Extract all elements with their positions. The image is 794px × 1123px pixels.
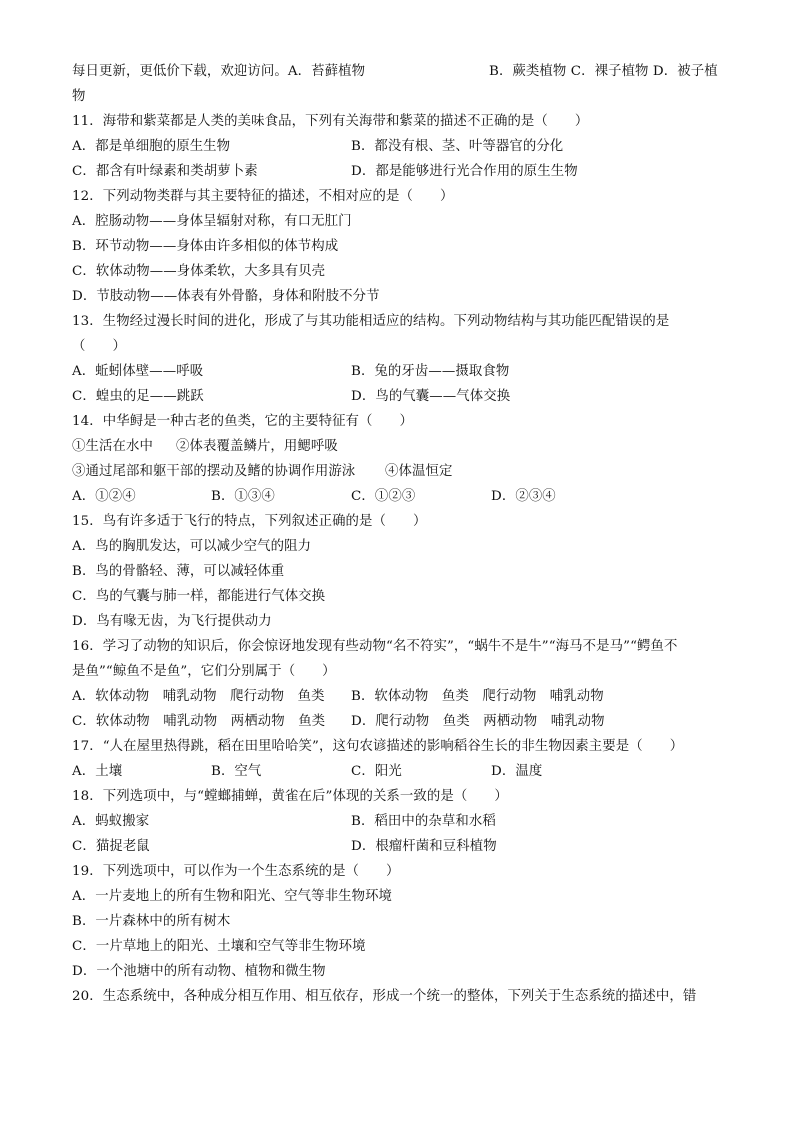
q19-option-d: D．一个池塘中的所有动物、植物和微生物 (72, 964, 326, 979)
question-13-stem: 13．生物经过漫长时间的进化，形成了与其功能相适应的结构。下列动物结构与其功能匹配错误的是 (72, 314, 670, 329)
q17-option-c: C．阳光 (351, 764, 402, 779)
q12-option-b: B．环节动物——身体由许多相似的体节构成 (72, 239, 339, 254)
q14-option-b: B．①③④ (211, 489, 275, 504)
question-20-stem: 20．生态系统中，各种成分相互作用、相互依存，形成一个统一的整体，下列关于生态系统的描述中，错 (72, 989, 697, 1004)
q13-option-a: A．蚯蚓体壁——呼吸 (72, 364, 204, 379)
q13-option-c: C．蝗虫的足——跳跃 (72, 389, 204, 404)
q18-option-c: C．猫捉老鼠 (72, 839, 150, 854)
header-wrap-text: 物 (72, 89, 86, 104)
q14-statement-3: ③通过尾部和躯干部的摆动及鳍的协调作用游泳 (72, 464, 356, 479)
question-12-stem: 12．下列动物类群与其主要特征的描述，不相对应的是（ ） (72, 189, 454, 204)
q11-option-d: D．都是能够进行光合作用的原生生物 (351, 164, 578, 179)
q14-statement-4: ④体温恒定 (385, 464, 453, 479)
question-19-stem: 19．下列选项中，可以作为一个生态系统的是（ ） (72, 864, 400, 879)
q16-option-b: B．软体动物 鱼类 爬行动物 哺乳动物 (351, 689, 604, 704)
q19-option-b: B．一片森林中的所有树木 (72, 914, 231, 929)
question-11-stem: 11．海带和紫菜都是人类的美味食品，下列有关海带和紫菜的描述不正确的是（ ） (72, 114, 589, 129)
q12-option-a: A．腔肠动物——身体呈辐射对称，有口无肛门 (72, 214, 352, 229)
q14-option-a: A．①②④ (72, 489, 136, 504)
q15-option-b: B．鸟的骨骼轻、薄，可以减轻体重 (72, 564, 285, 579)
header-left-text: 每日更新，更低价下载，欢迎访问。A．苔藓植物 (72, 64, 366, 79)
question-13-paren: （ ） (72, 339, 126, 354)
q15-option-d: D．鸟有喙无齿，为飞行提供动力 (72, 614, 272, 629)
question-16-stem-line-1: 16．学习了动物的知识后，你会惊讶地发现有些动物“名不符实”，“蜗牛不是牛”“海马不是马”“鳄鱼不 (72, 639, 678, 654)
question-14-stem: 14．中华鲟是一种古老的鱼类，它的主要特征有（ ） (72, 414, 414, 429)
q15-option-a: A．鸟的胸肌发达，可以减少空气的阻力 (72, 539, 312, 554)
q17-option-d: D．温度 (491, 764, 543, 779)
q15-option-c: C．鸟的气囊与肺一样，都能进行气体交换 (72, 589, 326, 604)
q17-option-b: B．空气 (211, 764, 262, 779)
q12-option-c: C．软体动物——身体柔软，大多具有贝壳 (72, 264, 326, 279)
q16-option-d: D．爬行动物 鱼类 两栖动物 哺乳动物 (351, 714, 605, 729)
q11-option-a: A．都是单细胞的原生生物 (72, 139, 231, 154)
q16-option-c: C．软体动物 哺乳动物 两栖动物 鱼类 (72, 714, 326, 729)
q18-option-b: B．稻田中的杂草和水稻 (351, 814, 496, 829)
q18-option-d: D．根瘤杆菌和豆科植物 (351, 839, 497, 854)
q19-option-c: C．一片草地上的阳光、土壤和空气等非生物环境 (72, 939, 366, 954)
q19-option-a: A．一片麦地上的所有生物和阳光、空气等非生物环境 (72, 889, 393, 904)
q14-statement-2: ②体表覆盖鳞片，用鳃呼吸 (176, 439, 338, 454)
q11-option-c: C．都含有叶绿素和类胡萝卜素 (72, 164, 258, 179)
q18-option-a: A．蚂蚁搬家 (72, 814, 150, 829)
q16-option-a: A．软体动物 哺乳动物 爬行动物 鱼类 (72, 689, 325, 704)
question-17-stem: 17．“人在屋里热得跳，稻在田里哈哈笑”，这句农谚描述的影响稻谷生长的非生物因素主要是（ ） (72, 739, 684, 754)
question-15-stem: 15．鸟有许多适于飞行的特点，下列叙述正确的是（ ） (72, 514, 427, 529)
header-right-text: B．蕨类植物 C．裸子植物 D．被子植 (489, 64, 718, 79)
q14-option-d: D．②③④ (491, 489, 556, 504)
question-18-stem: 18．下列选项中，与“螳螂捕蝉，黄雀在后”体现的关系一致的是（ ） (72, 789, 508, 804)
q14-option-c: C．①②③ (351, 489, 416, 504)
q13-option-b: B．兔的牙齿——摄取食物 (351, 364, 510, 379)
question-16-stem-line-2: 是鱼”“鲸鱼不是鱼”，它们分别属于（ ） (72, 664, 336, 679)
q12-option-d: D．节肢动物——体表有外骨骼，身体和附肢不分节 (72, 289, 380, 304)
q13-option-d: D．鸟的气囊——气体交换 (351, 389, 511, 404)
q17-option-a: A．土壤 (72, 764, 123, 779)
q11-option-b: B．都没有根、茎、叶等器官的分化 (351, 139, 564, 154)
q14-statement-1: ①生活在水中 (72, 439, 153, 454)
